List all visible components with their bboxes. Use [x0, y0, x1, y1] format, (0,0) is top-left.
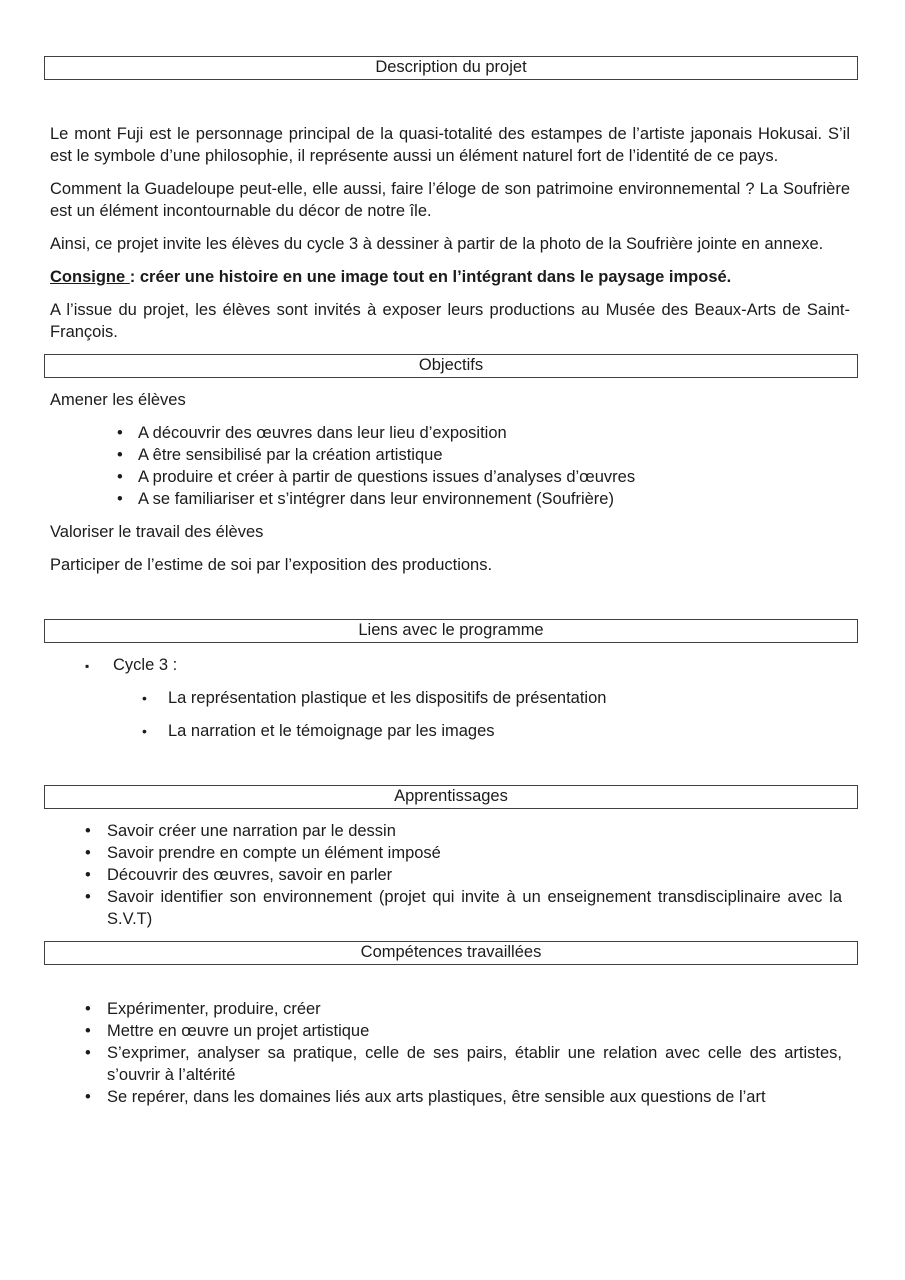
list-item: • La narration et le témoignage par les images [50, 720, 850, 742]
list-item: • Expérimenter, produire, créer [50, 998, 850, 1020]
consigne-label: Consigne [50, 268, 130, 286]
section-header-description [44, 56, 858, 80]
list-item: • Se repérer, dans les domaines liés aux arts plastiques, être sensible aux questions de l’art [50, 1086, 850, 1108]
list-item: • A découvrir des œuvres dans leur lieu d’exposition [50, 422, 850, 444]
list-item: • A se familiariser et s’intégrer dans leur environnement (Soufrière) [50, 488, 850, 510]
blank-line [50, 753, 850, 785]
objectifs-outro-participer: Participer de l’estime de soi par l’exposition des productions. [50, 556, 493, 574]
liens-sublist [50, 687, 850, 742]
competences-list [50, 998, 850, 1108]
list-item: • Découvrir des œuvres, savoir en parler [50, 864, 850, 886]
apprentissages-list [50, 820, 850, 930]
paragraph-musee: A l’issue du projet, les élèves sont invités à exposer leurs productions au Musée des Beaux-Arts de Saint-François. [50, 301, 850, 341]
section-title: Compétences travaillées [360, 943, 542, 961]
objectifs-intro: Amener les élèves [50, 391, 186, 409]
paragraph-annexe: Ainsi, ce projet invite les élèves du cycle 3 à dessiner à partir de la photo de la Soufrière jointe en annexe. [50, 235, 824, 253]
liens-item-cycle3: ▪ Cycle 3 : [50, 654, 850, 676]
paragraph-guadeloupe: Comment la Guadeloupe peut-elle, elle aussi, faire l’éloge de son patrimoine environnemental ? La Soufrière est un élément incontournable du décor de notre île. [50, 180, 850, 220]
list-item: • Mettre en œuvre un projet artistique [50, 1020, 850, 1042]
section-header-objectifs [44, 354, 858, 378]
paragraph-fuji: Le mont Fuji est le personnage principal de la quasi-totalité des estampes de l’artiste japonais Hokusai. S’il est le symbole d’une philosophie, il représente aussi un élément naturel fort de l’identité de ce pays. [50, 125, 850, 165]
list-item: • Savoir créer une narration par le dessin [50, 820, 850, 842]
blank-line [50, 587, 850, 619]
section-header-liens [44, 619, 858, 643]
objectifs-outro-valoriser: Valoriser le travail des élèves [50, 523, 264, 541]
section-title: Liens avec le programme [358, 621, 544, 639]
blank-line [50, 976, 850, 998]
list-item: • A produire et créer à partir de questions issues d’analyses d’œuvres [50, 466, 850, 488]
list-item: • A être sensibilisé par la création artistique [50, 444, 850, 466]
consigne-line [50, 266, 850, 288]
objectifs-list [50, 422, 850, 510]
section-title: Apprentissages [394, 787, 508, 805]
list-item: • S’exprimer, analyser sa pratique, celle de ses pairs, établir une relation avec celle des artistes, s’ouvrir à l’altérité [50, 1042, 850, 1086]
section-title: Objectifs [418, 356, 484, 374]
list-item: • Savoir prendre en compte un élément imposé [50, 842, 850, 864]
consigne-text: : créer une histoire en une image tout en l’intégrant dans le paysage imposé. [129, 268, 732, 286]
section-title: Description du projet [375, 58, 527, 76]
list-item: • Savoir identifier son environnement (projet qui invite à un enseignement transdisciplinaire avec la S.V.T) [50, 886, 850, 930]
section-header-apprentissages [44, 785, 858, 809]
list-item: • La représentation plastique et les dispositifs de présentation [50, 687, 850, 709]
section-header-competences [44, 941, 858, 965]
blank-line [50, 91, 850, 123]
liens-list [50, 654, 850, 676]
